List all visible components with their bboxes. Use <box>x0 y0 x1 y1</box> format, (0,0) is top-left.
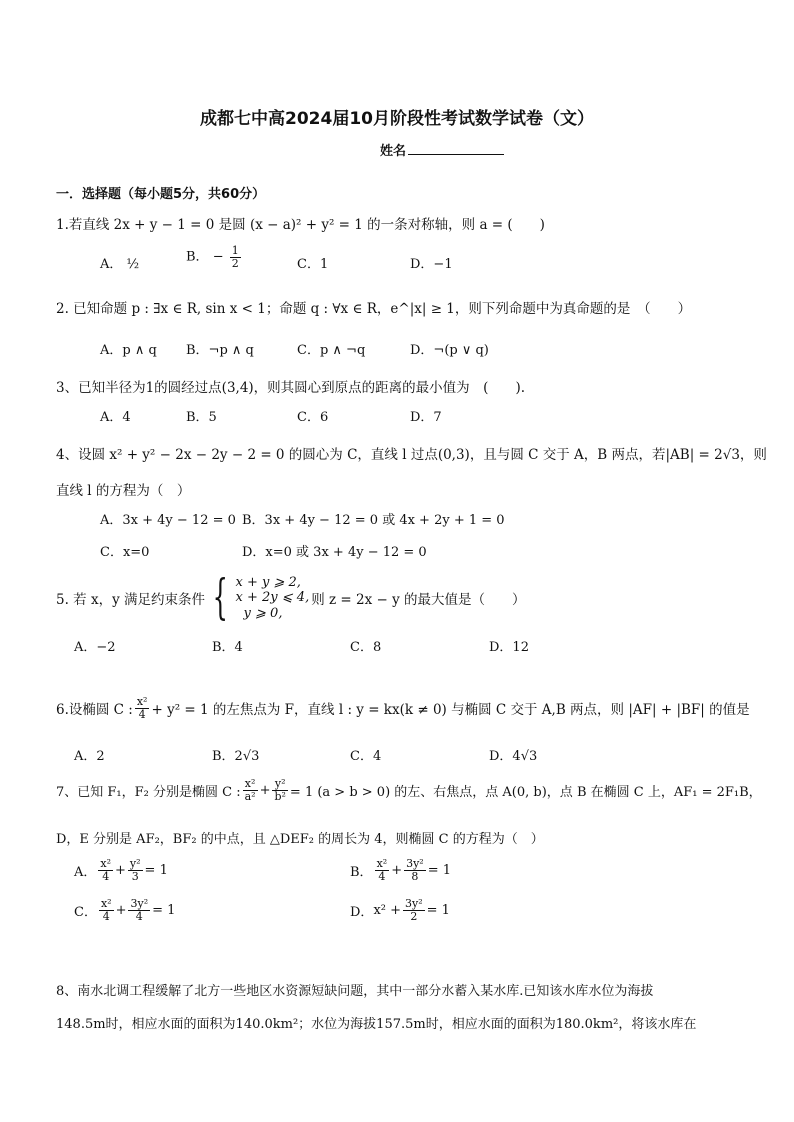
q7-option-d[interactable] <box>350 898 450 922</box>
q1-option-a[interactable]: A． ½ <box>100 257 140 272</box>
q7-c-plus: + <box>115 902 127 918</box>
question-6-stem <box>56 696 750 720</box>
q6-option-d[interactable]: D．4√3 <box>489 749 538 764</box>
q3-option-b[interactable]: B．5 <box>186 410 217 425</box>
question-4-stem-line-1: 4、设圆 x² + y² − 2x − 2y − 2 = 0 的圆心为 C，直线 l 过点(0,3)，且与圆 C 交于 A，B 两点，若|AB| = 2√3，则 <box>56 447 767 463</box>
q6-option-a[interactable]: A．2 <box>74 749 105 764</box>
q3-option-d[interactable]: D．7 <box>410 410 442 425</box>
question-8-line-1: 8、南水北调工程缓解了北方一些地区水资源短缺问题，其中一部分水蓄入某水库.已知该水库水位为海拔 <box>56 984 654 999</box>
q6-fraction: $\frac{\text{x²}}{4}$ <box>136 695 148 721</box>
q7-c-frac-1: $\frac{\text{x²}}{4}$ <box>100 897 112 923</box>
q6-stem-before: 6.设椭圆 C : <box>56 702 133 719</box>
q7-plus: + <box>259 782 271 798</box>
section-heading: 一．选择题（每小题5分，共60分） <box>56 187 266 202</box>
question-5-stem <box>56 569 526 626</box>
name-field <box>380 140 504 159</box>
q2-option-b[interactable]: B．¬p ∧ q <box>186 343 254 358</box>
name-blank-line[interactable] <box>408 142 504 155</box>
q7-fraction-1: $\frac{\text{x²}}{\text{a²}}$ <box>244 777 256 803</box>
q3-option-c[interactable]: C．6 <box>297 410 329 425</box>
q7-b-eq: = 1 <box>427 862 452 878</box>
q4-option-a[interactable]: A．3x + 4y − 12 = 0 <box>100 513 236 528</box>
q2-option-c[interactable]: C．p ∧ ¬q <box>297 343 366 358</box>
question-2-stem: 2. 已知命题 p : ∃x ∈ R, sin x < 1；命题 q : ∀x ∈ R，e^|x| ≥ 1，则下列命题中为真命题的是 （ ） <box>56 301 692 317</box>
question-1-stem: 1.若直线 2x + y − 1 = 0 是圆 (x − a)² + y² = 1 的一条对称轴，则 a = ( ) <box>56 217 545 233</box>
q7-d-pre: x² + <box>373 902 402 918</box>
q5-option-a[interactable]: A．−2 <box>74 640 116 655</box>
q7-option-c[interactable] <box>74 898 175 922</box>
question-7-stem-line-2: D，E 分别是 AF₂，BF₂ 的中点，且 △DEF₂ 的周长为 4，则椭圆 C 的方程为（ ） <box>56 832 544 847</box>
question-4-stem-line-2: 直线 l 的方程为（ ） <box>56 483 191 499</box>
q7-stem-before: 7、已知 F₁，F₂ 分别是椭圆 C : <box>56 784 241 800</box>
q2-option-a[interactable]: A．p ∧ q <box>100 343 157 358</box>
q7-d-eq: = 1 <box>426 902 450 918</box>
q3-option-a[interactable]: A．4 <box>100 410 131 425</box>
q5-constraints <box>236 575 310 622</box>
q7-b-frac-2: $\frac{\text{3y²}}{8}$ <box>406 857 424 883</box>
page-title: 成都七中高2024届10月阶段性考试数学试卷（文） <box>200 109 594 129</box>
q7-option-d-label: D． <box>350 904 374 920</box>
q5-stem-after: 则 z = 2x − y 的最大值是（ ） <box>311 592 526 608</box>
q7-option-c-label: C． <box>74 904 97 920</box>
q5-constraint-2: x + 2y ⩽ 4, <box>235 590 310 606</box>
q1-option-b-label: B． <box>186 249 209 265</box>
q1-option-b[interactable] <box>186 245 243 269</box>
q7-option-b[interactable] <box>350 858 451 882</box>
q1-option-b-fraction: $\frac{1}{2}$ <box>231 244 239 270</box>
q7-option-b-label: B． <box>350 864 373 880</box>
q7-b-plus: + <box>391 862 403 878</box>
q5-option-c[interactable]: C．8 <box>350 640 382 655</box>
q5-option-b[interactable]: B．4 <box>212 640 243 655</box>
q4-option-b[interactable]: B．3x + 4y − 12 = 0 或 4x + 2y + 1 = 0 <box>242 513 505 528</box>
q7-a-eq: = 1 <box>144 862 168 878</box>
question-8-line-2: 148.5m时，相应水面的面积为140.0km²；水位为海拔157.5m时，相应水面的面积为180.0km²，将该水库在 <box>56 1017 697 1032</box>
q1-option-d[interactable]: D．−1 <box>410 257 453 272</box>
q5-constraint-3: y ⩾ 0, <box>243 605 283 621</box>
q5-option-d[interactable]: D．12 <box>489 640 529 655</box>
q7-stem-after: = 1 (a > b > 0) 的左、右焦点，点 A(0, b)，点 B 在椭圆 C 上，AF₁ = 2F₁B， <box>289 784 762 800</box>
q2-option-d[interactable]: D．¬(p ∨ q) <box>410 343 489 358</box>
q7-b-frac-1: $\frac{\text{x²}}{4}$ <box>376 857 388 883</box>
q7-d-frac: $\frac{\text{3y²}}{2}$ <box>405 897 423 923</box>
q7-a-frac-1: $\frac{\text{x²}}{4}$ <box>100 857 112 883</box>
q7-a-plus: + <box>115 862 126 878</box>
q6-option-c[interactable]: C．4 <box>350 749 382 764</box>
question-7-stem <box>56 778 762 802</box>
q1-option-c[interactable]: C．1 <box>297 257 329 272</box>
q6-option-b[interactable]: B．2√3 <box>212 749 260 764</box>
name-label: 姓名 <box>380 144 407 159</box>
q7-c-frac-2: $\frac{\text{3y²}}{4}$ <box>130 897 149 923</box>
q7-c-eq: = 1 <box>152 902 176 918</box>
q7-a-frac-2: $\frac{\text{y²}}{3}$ <box>129 857 141 883</box>
q5-brace: { <box>212 569 228 626</box>
q5-constraint-1: x + y ⩾ 2, <box>235 574 301 590</box>
q7-option-a-label: A． <box>74 864 97 880</box>
q4-option-d[interactable]: D．x=0 或 3x + 4y − 12 = 0 <box>242 545 427 560</box>
q6-stem-after: + y² = 1 的左焦点为 F，直线 l : y = kx(k ≠ 0) 与椭圆 C 交于 A,B 两点，则 |AF| + |BF| 的值是 <box>151 702 750 719</box>
q7-fraction-2: $\frac{\text{y²}}{\text{b²}}$ <box>274 777 286 803</box>
question-3-stem: 3、已知半径为1的圆经过点(3,4)，则其圆心到原点的距离的最小值为 ( ). <box>56 380 526 396</box>
q7-option-a[interactable] <box>74 858 168 882</box>
q1-option-b-sign: − <box>212 249 224 265</box>
q5-stem-before: 5. 若 x，y 满足约束条件 <box>56 592 205 608</box>
q4-option-c[interactable]: C．x=0 <box>100 545 150 560</box>
